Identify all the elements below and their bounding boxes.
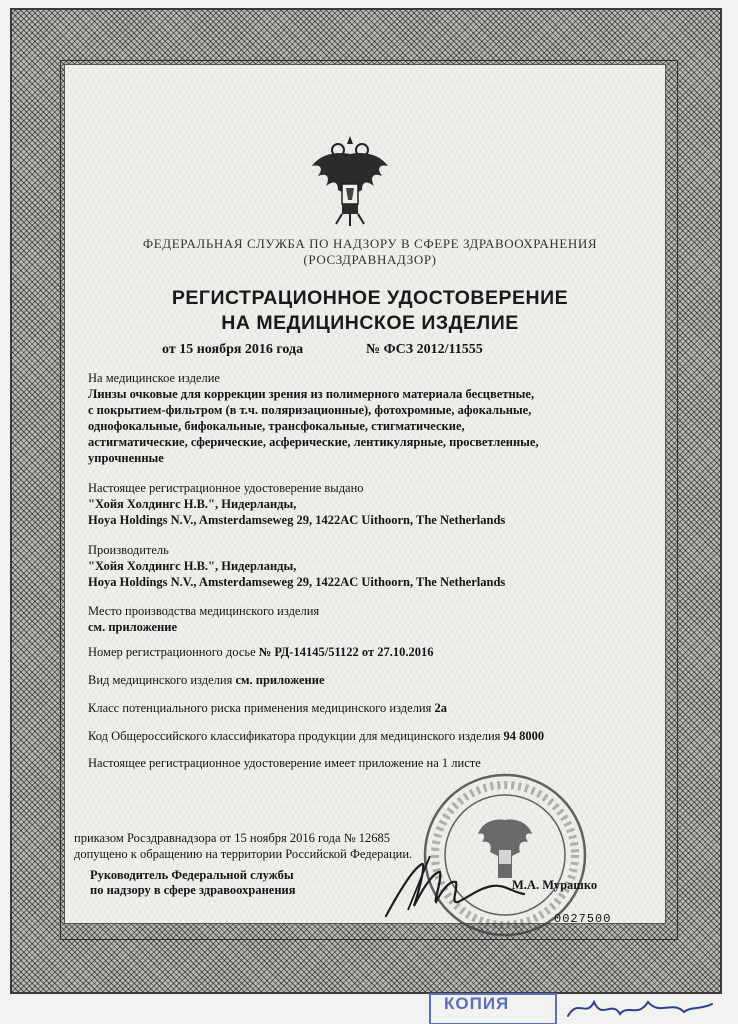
kind-value: см. приложение bbox=[235, 673, 325, 687]
agency-name: ФЕДЕРАЛЬНАЯ СЛУЖБА ПО НАДЗОРУ В СФЕРЕ ЗДРАВООХРАНЕНИЯ bbox=[142, 236, 598, 251]
copy-stamp-text: КОПИЯ bbox=[444, 994, 510, 1013]
device-description bbox=[88, 386, 539, 466]
okp-code-label: Код Общероссийского классификатора продукции для медицинского изделия bbox=[88, 729, 501, 743]
document-title-line-2: НА МЕДИЦИНСКОЕ ИЗДЕЛИЕ bbox=[221, 312, 519, 334]
holder-address: Hoya Holdings N.V., Amsterdamseweg 29, 1422AC Uithoorn, The Netherlands bbox=[88, 513, 506, 527]
manufacturer-address: Hoya Holdings N.V., Amsterdamseweg 29, 1422AC Uithoorn, The Netherlands bbox=[88, 575, 506, 589]
okp-code-row bbox=[88, 728, 544, 744]
device-description-line: однофокальные, бифокальные, трансфокальные, стигматические, bbox=[88, 419, 465, 433]
dossier-value: № РД-14145/51122 от 27.10.2016 bbox=[258, 645, 434, 659]
agency-short-name: (РОСЗДРАВНАДЗОР) bbox=[303, 252, 437, 267]
device-description-line: астигматические, сферические, асферические, лентикулярные, просветленные, bbox=[88, 435, 539, 449]
order-line-2: допущено к обращению на территории Российской Федерации. bbox=[74, 847, 413, 861]
device-label: На медицинское изделие bbox=[88, 371, 220, 385]
manufacturer-details bbox=[88, 558, 505, 590]
risk-class-row bbox=[88, 700, 447, 716]
okp-code-value: 94 8000 bbox=[503, 729, 545, 743]
issue-date: от 15 ноября 2016 года bbox=[162, 342, 304, 357]
manufacturer-name-ru: "Хойя Холдингс Н.В.", Нидерланды, bbox=[88, 559, 297, 573]
serial-number: 0027500 bbox=[554, 912, 612, 926]
production-site-value: см. приложение bbox=[88, 620, 178, 634]
device-description-line: Линзы очковые для коррекции зрения из полимерного материала бесцветные, bbox=[88, 387, 535, 401]
dossier-label: Номер регистрационного досье bbox=[88, 645, 256, 659]
device-description-line: с покрытием-фильтром (в т.ч. поляризационные), фотохромные, афокальные, bbox=[88, 403, 532, 417]
production-site-label: Место производства медицинского изделия bbox=[88, 604, 320, 618]
dossier-row bbox=[88, 644, 434, 660]
coat-of-arms-icon bbox=[300, 130, 400, 230]
order-line-1: приказом Росздравнадзора от 15 ноября 2016 года № 12685 bbox=[74, 831, 390, 845]
kind-label: Вид медицинского изделия bbox=[88, 673, 233, 687]
risk-class-label: Класс потенциального риска применения медицинского изделия bbox=[88, 701, 432, 715]
holder-details bbox=[88, 496, 505, 528]
manufacturer-label: Производитель bbox=[88, 543, 169, 557]
risk-class-value: 2а bbox=[434, 701, 447, 715]
signer-name: М.А. Мурашко bbox=[512, 878, 598, 892]
head-title-line-2: по надзору в сфере здравоохранения bbox=[90, 883, 296, 897]
holder-label: Настоящее регистрационное удостоверение выдано bbox=[88, 481, 364, 495]
holder-name-ru: "Хойя Холдингс Н.В.", Нидерланды, bbox=[88, 497, 297, 511]
device-description-line: упрочненные bbox=[88, 451, 164, 465]
kind-row bbox=[88, 672, 325, 688]
document-title-line-1: РЕГИСТРАЦИОННОЕ УДОСТОВЕРЕНИЕ bbox=[171, 287, 569, 309]
head-title-line-1: Руководитель Федеральной службы bbox=[90, 868, 294, 882]
attachment-note: Настоящее регистрационное удостоверение имеет приложение на 1 листе bbox=[88, 756, 481, 770]
registration-number: № ФСЗ 2012/11555 bbox=[366, 342, 483, 357]
